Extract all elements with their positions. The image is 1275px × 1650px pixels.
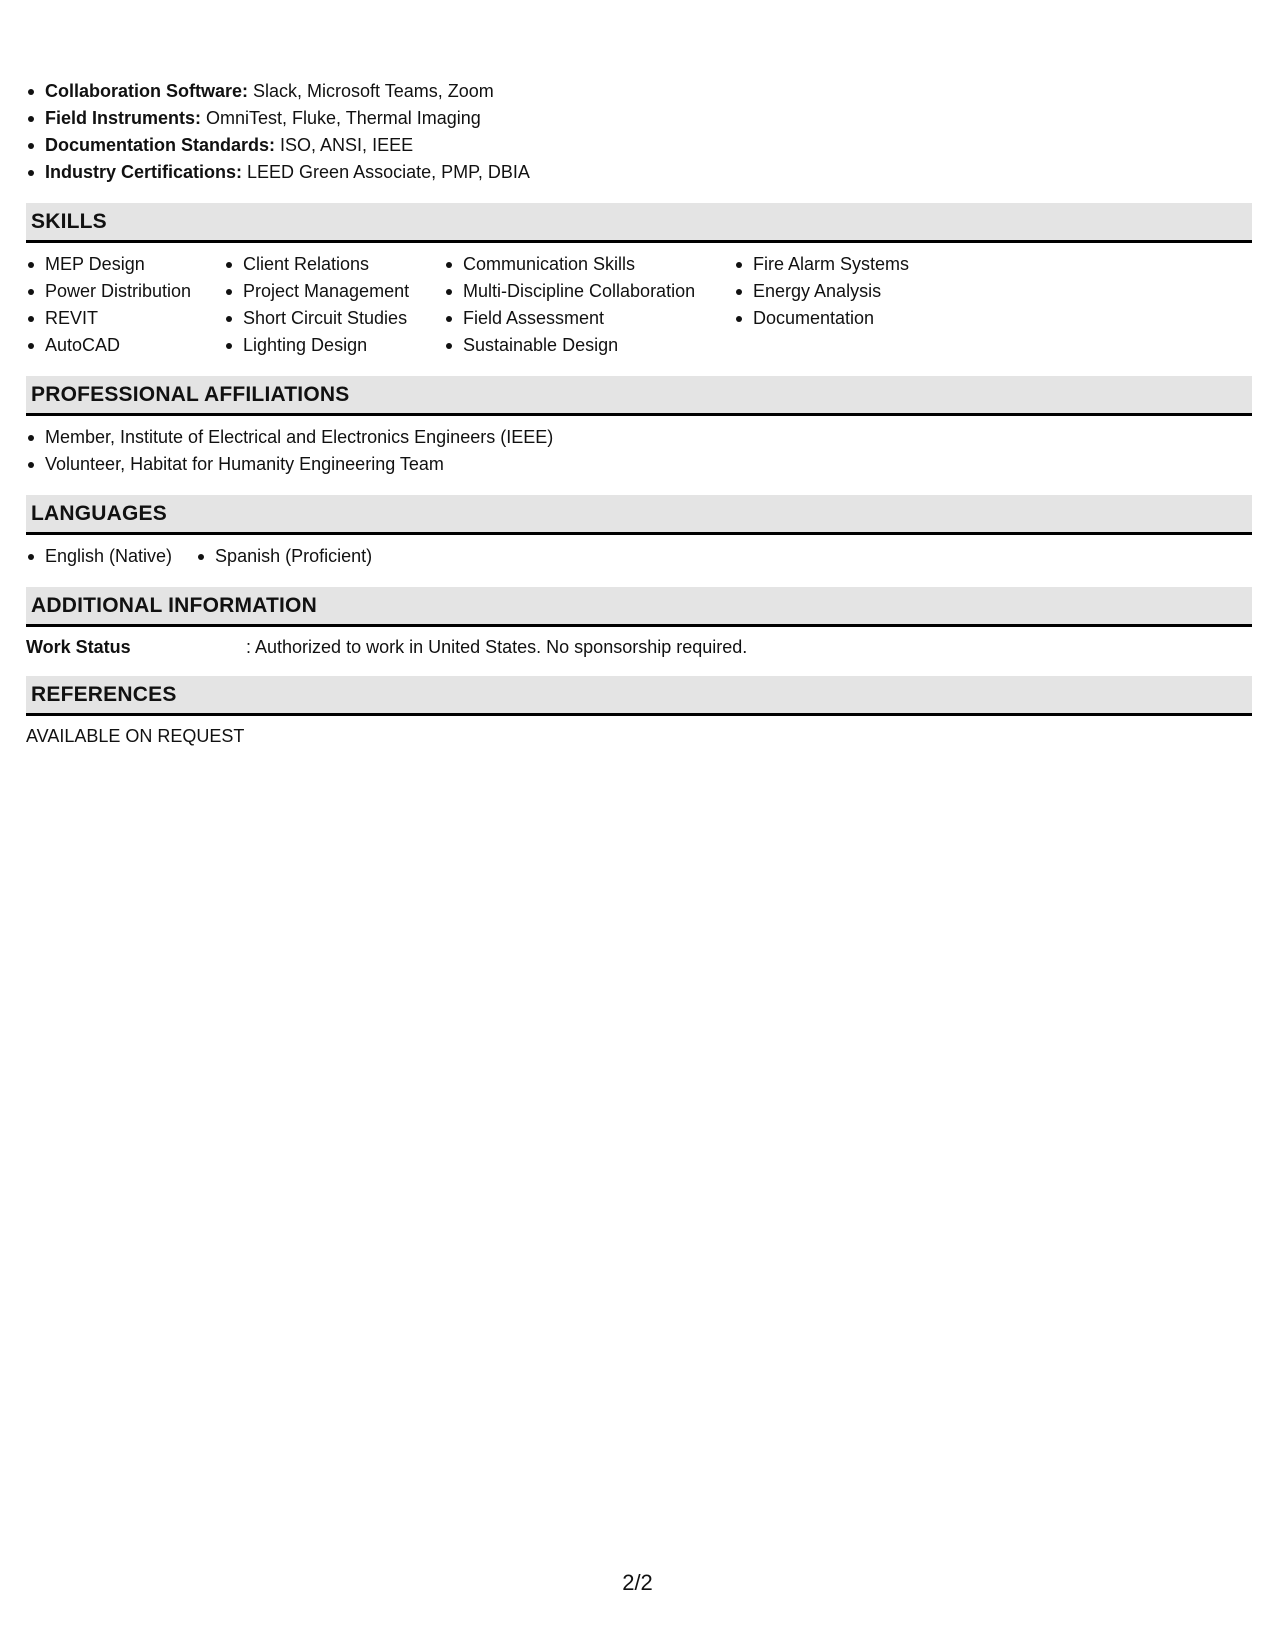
- affiliation-item: Volunteer, Habitat for Humanity Engineering Team: [26, 451, 1252, 478]
- skills-column: [734, 251, 974, 359]
- skill-item: MEP Design: [26, 251, 224, 278]
- section-title: LANGUAGES: [31, 502, 167, 525]
- skills-column: [26, 251, 224, 359]
- list-item: [26, 105, 1252, 132]
- section-title: SKILLS: [31, 210, 107, 233]
- language-item: English (Native): [26, 543, 172, 570]
- skills-column: [224, 251, 444, 359]
- affiliation-item: Member, Institute of Electrical and Electronics Engineers (IEEE): [26, 424, 1252, 451]
- skill-item: Communication Skills: [444, 251, 734, 278]
- skill-item: AutoCAD: [26, 332, 224, 359]
- tool-values: LEED Green Associate, PMP, DBIA: [242, 162, 530, 182]
- language-item: Spanish (Proficient): [196, 543, 372, 570]
- section-header-affiliations: [26, 376, 1252, 416]
- skill-item: Client Relations: [224, 251, 444, 278]
- skill-item: Project Management: [224, 278, 444, 305]
- skill-item: Fire Alarm Systems: [734, 251, 974, 278]
- skill-item: Field Assessment: [444, 305, 734, 332]
- section-header-languages: [26, 495, 1252, 535]
- tool-category: Documentation Standards:: [45, 135, 276, 155]
- section-title: PROFESSIONAL AFFILIATIONS: [31, 383, 350, 406]
- skill-item: Energy Analysis: [734, 278, 974, 305]
- skill-item: Short Circuit Studies: [224, 305, 444, 332]
- tool-category: Industry Certifications:: [45, 162, 243, 182]
- section-title: REFERENCES: [31, 683, 177, 706]
- languages-list: [26, 543, 1252, 570]
- skill-item: Multi-Discipline Collaboration: [444, 278, 734, 305]
- list-item: [26, 132, 1252, 159]
- skills-grid: [26, 251, 1252, 359]
- affiliations-list: [26, 424, 1252, 478]
- skill-item: Sustainable Design: [444, 332, 734, 359]
- skill-item: Lighting Design: [224, 332, 444, 359]
- skill-item: Documentation: [734, 305, 974, 332]
- tools-list: [26, 78, 1252, 186]
- tool-category: Field Instruments:: [45, 108, 202, 128]
- skills-column: [444, 251, 734, 359]
- section-header-references: [26, 676, 1252, 716]
- tool-values: ISO, ANSI, IEEE: [275, 135, 414, 155]
- list-item: [26, 159, 1252, 186]
- tool-category: Collaboration Software:: [45, 81, 249, 101]
- tool-values: Slack, Microsoft Teams, Zoom: [248, 81, 494, 101]
- section-title: ADDITIONAL INFORMATION: [31, 594, 317, 617]
- work-status-value: : Authorized to work in United States. No sponsorship required.: [246, 637, 748, 657]
- section-header-skills: [26, 203, 1252, 243]
- tool-values: OmniTest, Fluke, Thermal Imaging: [201, 108, 481, 128]
- resume-page: [26, 78, 1252, 748]
- page-number: 2/2: [622, 1570, 653, 1595]
- list-item: [26, 78, 1252, 105]
- references-text: AVAILABLE ON REQUEST: [26, 726, 245, 746]
- skill-item: Power Distribution: [26, 278, 224, 305]
- work-status-row: [26, 635, 1252, 659]
- section-header-additional-information: [26, 587, 1252, 627]
- work-status-label: Work Status: [26, 637, 131, 657]
- skill-item: REVIT: [26, 305, 224, 332]
